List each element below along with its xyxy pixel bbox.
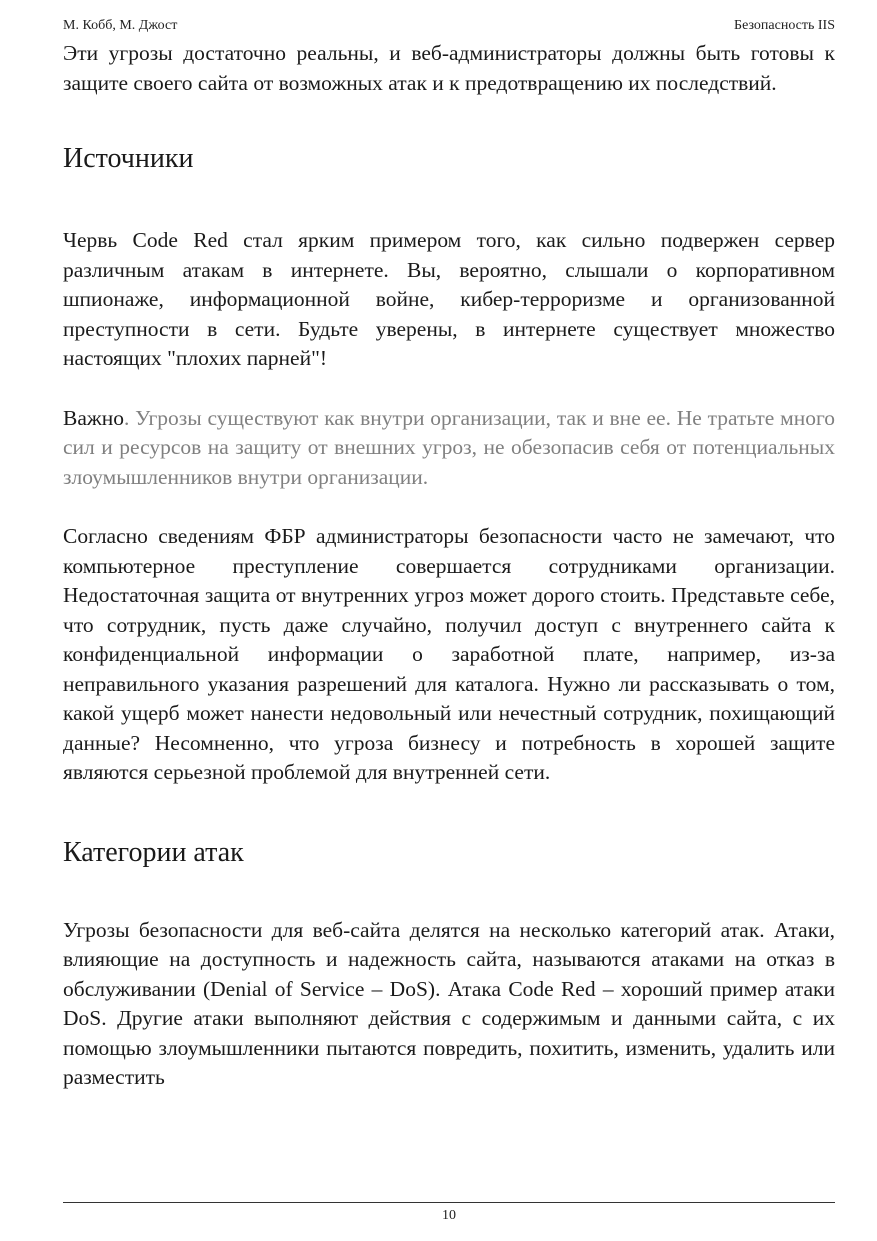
code-red-paragraph: Червь Code Red стал ярким примером того, как сильно подвержен сервер различным атакам в интернете. Вы, вероятно, слышали о корпоративном шпионаже, информационной войне, кибер-терроризме и организованной преступности в сети. Будьте уверены, в интернете существует множество настоящих "плохих парней"!: [63, 228, 835, 370]
fbi-paragraph: Согласно сведениям ФБР администраторы безопасности часто не замечают, что компьютерное преступление совершается сотрудниками организации. Недостаточная защита от внутренних угроз может дорого стоить. Представьте себе, что сотрудник, пусть даже случайно, получил доступ с внутреннего сайта к конфиденциальной информации о заработной плате, например, из-за неправильного указания разрешений для каталога. Нужно ли рассказывать о том, какой ущерб может нанести недовольный или нечестный сотрудник, похищающий данные? Несомненно, что угроза бизнесу и потребность в хорошей защите являются серьезной проблемой для внутренней сети.: [63, 524, 835, 784]
section-heading-sources: Источники: [63, 143, 194, 174]
header-book-title: Безопасность IIS: [734, 18, 835, 33]
running-header: [63, 17, 835, 35]
important-note: [63, 404, 835, 493]
important-note-text: . Угрозы существуют как внутри организации, так и вне ее. Не тратьте много сил и ресурсов на защиту от внешних угроз, не обезопасив себя от потенциальных злоумышленников внутри организации.: [63, 405, 835, 489]
section-heading-attack-categories: Категории атак: [63, 836, 244, 868]
page-body: [63, 39, 835, 1093]
header-authors: М. Кобб, М. Джост: [63, 18, 178, 33]
intro-paragraph: Эти угрозы достаточно реальны, и веб-администраторы должны быть готовы к защите своего сайта от возможных атак и к предотвращению их последствий.: [63, 41, 835, 95]
attack-categories-paragraph: Угрозы безопасности для веб-сайта делятся на несколько категорий атак. Атаки, влияющие на доступность и надежность сайта, называются атаками на отказ в обслуживании (Denial of Service – DoS). Атака Code Red – хороший пример атаки DoS. Другие атаки выполняют действия с содержимым и данными сайта, с их помощью злоумышленники пытаются повредить, похитить, изменить, удалить или разместить: [63, 917, 835, 1089]
page-number: 10: [442, 1208, 456, 1223]
document-page: [63, 0, 835, 1241]
footer-divider: [63, 1202, 835, 1203]
important-note-lead: Важно: [63, 405, 124, 430]
